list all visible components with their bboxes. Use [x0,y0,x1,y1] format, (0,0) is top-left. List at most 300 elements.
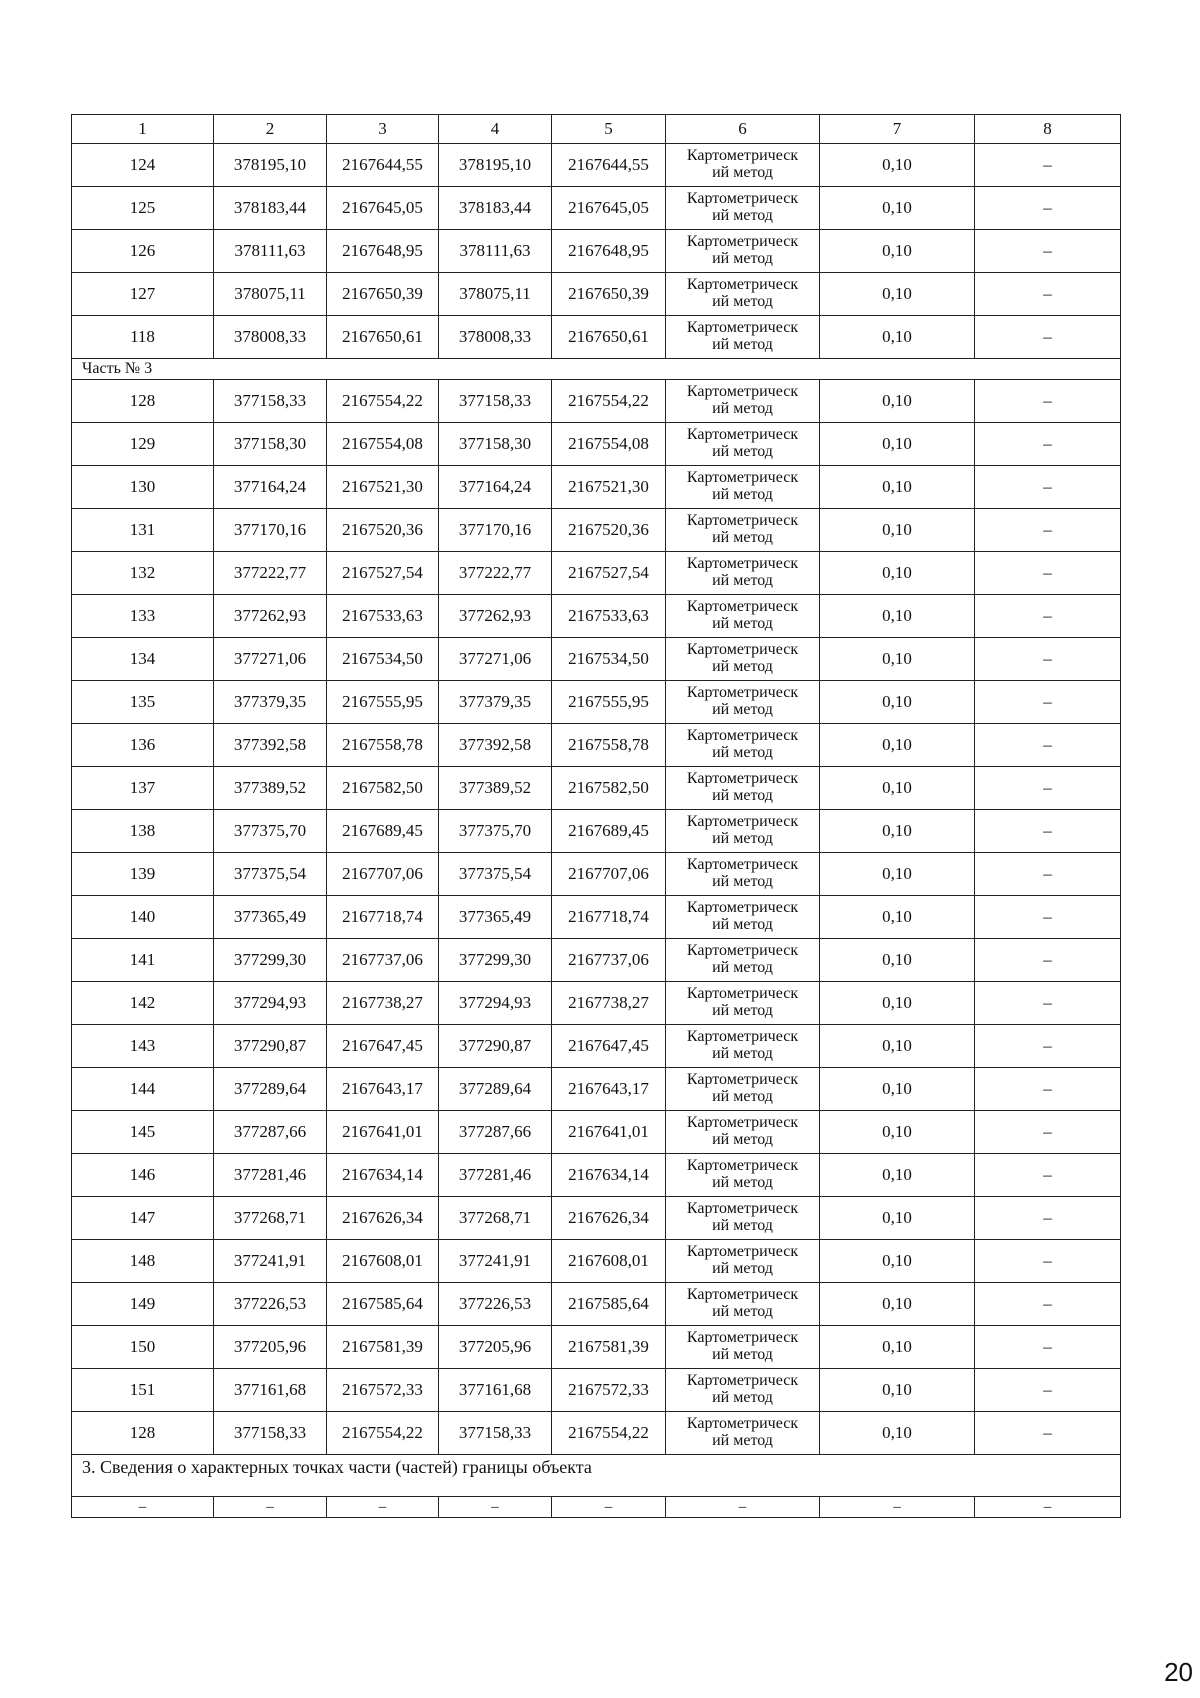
header-cell: 2 [214,115,327,144]
point-number-cell: 129 [72,423,214,466]
y-coord-cell: 2167585,64 [327,1283,439,1326]
note-cell: – [975,1326,1121,1369]
method-line-1: Картометрическ [686,555,799,573]
method-line-2: ий метод [712,830,773,847]
x-coord-cell: 378075,11 [214,273,327,316]
y-coord-cell: 2167738,27 [327,982,439,1025]
note-cell: – [975,896,1121,939]
table-row [72,724,1121,767]
point-number-cell: 131 [72,509,214,552]
note-cell: – [975,316,1121,359]
dash-cell: – [820,1497,975,1518]
x-coord-cell: 377389,52 [214,767,327,810]
method-line-2: ий метод [712,443,773,460]
method-line-1: Картометрическ [686,856,799,874]
x-coord-cell: 377287,66 [214,1111,327,1154]
x-coord-cell: 378111,63 [439,230,552,273]
x-coord-cell: 377392,58 [439,724,552,767]
y-coord-cell: 2167608,01 [327,1240,439,1283]
method-line-1: Картометрическ [686,942,799,960]
method-cell [666,724,820,767]
method-line-2: ий метод [712,1303,773,1320]
y-coord-cell: 2167737,06 [552,939,666,982]
x-coord-cell: 377222,77 [214,552,327,595]
note-cell: – [975,380,1121,423]
x-coord-cell: 377375,54 [214,853,327,896]
table-row [72,144,1121,187]
note-cell: – [975,230,1121,273]
y-coord-cell: 2167648,95 [552,230,666,273]
x-coord-cell: 377268,71 [214,1197,327,1240]
method-cell [666,1068,820,1111]
point-number-cell: 144 [72,1068,214,1111]
method-line-2: ий метод [712,164,773,181]
table-row [72,466,1121,509]
method-line-1: Картометрическ [686,383,799,401]
note-cell: – [975,509,1121,552]
x-coord-cell: 378008,33 [439,316,552,359]
point-number-cell: 137 [72,767,214,810]
accuracy-cell: 0,10 [820,982,975,1025]
x-coord-cell: 377299,30 [439,939,552,982]
table-row [72,423,1121,466]
method-line-2: ий метод [712,658,773,675]
x-coord-cell: 378183,44 [214,187,327,230]
method-line-1: Картометрическ [686,813,799,831]
y-coord-cell: 2167650,39 [327,273,439,316]
method-cell [666,1283,820,1326]
method-line-2: ий метод [712,615,773,632]
note-cell: – [975,595,1121,638]
table-row [72,681,1121,724]
y-coord-cell: 2167533,63 [327,595,439,638]
method-line-2: ий метод [712,293,773,310]
y-coord-cell: 2167626,34 [327,1197,439,1240]
y-coord-cell: 2167585,64 [552,1283,666,1326]
method-line-2: ий метод [712,701,773,718]
x-coord-cell: 377281,46 [439,1154,552,1197]
header-cell: 7 [820,115,975,144]
accuracy-cell: 0,10 [820,595,975,638]
point-number-cell: 134 [72,638,214,681]
x-coord-cell: 377158,33 [439,1412,552,1455]
note-cell: – [975,810,1121,853]
method-line-2: ий метод [712,572,773,589]
note-cell: – [975,767,1121,810]
table-row [72,896,1121,939]
point-number-cell: 149 [72,1283,214,1326]
accuracy-cell: 0,10 [820,230,975,273]
note-cell: – [975,982,1121,1025]
y-coord-cell: 2167634,14 [552,1154,666,1197]
point-number-cell: 127 [72,273,214,316]
method-line-2: ий метод [712,1432,773,1449]
table-row [72,1412,1121,1455]
method-cell [666,1326,820,1369]
method-line-1: Картометрическ [686,1114,799,1132]
method-line-2: ий метод [712,1174,773,1191]
y-coord-cell: 2167534,50 [327,638,439,681]
table-row [72,1197,1121,1240]
method-cell [666,982,820,1025]
accuracy-cell: 0,10 [820,724,975,767]
y-coord-cell: 2167521,30 [327,466,439,509]
accuracy-cell: 0,10 [820,1025,975,1068]
table-row [72,1369,1121,1412]
part-label: Часть № 3 [72,359,1121,380]
point-number-cell: 143 [72,1025,214,1068]
method-line-1: Картометрическ [686,147,799,165]
note-cell: – [975,144,1121,187]
method-line-2: ий метод [712,486,773,503]
y-coord-cell: 2167643,17 [552,1068,666,1111]
coordinates-table [71,114,1121,1518]
method-line-2: ий метод [712,336,773,353]
page-number: 20 [1164,1657,1193,1687]
accuracy-cell: 0,10 [820,1068,975,1111]
method-line-1: Картометрическ [686,1329,799,1347]
point-number-cell: 145 [72,1111,214,1154]
section-title-row [72,1455,1121,1497]
x-coord-cell: 377170,16 [214,509,327,552]
y-coord-cell: 2167645,05 [552,187,666,230]
header-row [72,115,1121,144]
y-coord-cell: 2167738,27 [552,982,666,1025]
note-cell: – [975,187,1121,230]
point-number-cell: 118 [72,316,214,359]
y-coord-cell: 2167533,63 [552,595,666,638]
note-cell: – [975,466,1121,509]
method-cell [666,1111,820,1154]
method-line-2: ий метод [712,1045,773,1062]
accuracy-cell: 0,10 [820,380,975,423]
dash-cell: – [327,1497,439,1518]
y-coord-cell: 2167554,22 [552,1412,666,1455]
note-cell: – [975,681,1121,724]
table-row [72,1240,1121,1283]
x-coord-cell: 377222,77 [439,552,552,595]
method-line-2: ий метод [712,1346,773,1363]
point-number-cell: 148 [72,1240,214,1283]
x-coord-cell: 377375,70 [214,810,327,853]
method-cell [666,896,820,939]
x-coord-cell: 377164,24 [214,466,327,509]
point-number-cell: 136 [72,724,214,767]
x-coord-cell: 377161,68 [214,1369,327,1412]
y-coord-cell: 2167650,61 [327,316,439,359]
method-line-2: ий метод [712,207,773,224]
accuracy-cell: 0,10 [820,552,975,595]
accuracy-cell: 0,10 [820,1369,975,1412]
method-cell [666,595,820,638]
x-coord-cell: 377392,58 [214,724,327,767]
method-cell [666,1412,820,1455]
method-line-1: Картометрическ [686,1415,799,1433]
accuracy-cell: 0,10 [820,187,975,230]
y-coord-cell: 2167707,06 [327,853,439,896]
x-coord-cell: 377290,87 [214,1025,327,1068]
y-coord-cell: 2167718,74 [327,896,439,939]
y-coord-cell: 2167558,78 [552,724,666,767]
x-coord-cell: 377205,96 [439,1326,552,1369]
x-coord-cell: 377289,64 [214,1068,327,1111]
method-cell [666,230,820,273]
point-number-cell: 142 [72,982,214,1025]
method-cell [666,1025,820,1068]
method-line-2: ий метод [712,1217,773,1234]
x-coord-cell: 377294,93 [214,982,327,1025]
x-coord-cell: 377164,24 [439,466,552,509]
method-line-2: ий метод [712,1389,773,1406]
method-line-1: Картометрическ [686,469,799,487]
y-coord-cell: 2167555,95 [552,681,666,724]
table-row [72,810,1121,853]
method-line-2: ий метод [712,873,773,890]
note-cell: – [975,939,1121,982]
method-line-2: ий метод [712,916,773,933]
table-row [72,853,1121,896]
y-coord-cell: 2167718,74 [552,896,666,939]
y-coord-cell: 2167644,55 [327,144,439,187]
header-cell: 5 [552,115,666,144]
y-coord-cell: 2167582,50 [552,767,666,810]
y-coord-cell: 2167644,55 [552,144,666,187]
point-number-cell: 128 [72,380,214,423]
method-line-1: Картометрическ [686,233,799,251]
y-coord-cell: 2167626,34 [552,1197,666,1240]
method-cell [666,144,820,187]
dash-cell: – [666,1497,820,1518]
accuracy-cell: 0,10 [820,1412,975,1455]
y-coord-cell: 2167554,22 [327,380,439,423]
y-coord-cell: 2167527,54 [552,552,666,595]
x-coord-cell: 377170,16 [439,509,552,552]
y-coord-cell: 2167582,50 [327,767,439,810]
x-coord-cell: 378075,11 [439,273,552,316]
note-cell: – [975,552,1121,595]
table-row [72,187,1121,230]
method-line-2: ий метод [712,250,773,267]
method-line-2: ий метод [712,1088,773,1105]
y-coord-cell: 2167689,45 [552,810,666,853]
table-row [72,1283,1121,1326]
table-row [72,982,1121,1025]
y-coord-cell: 2167554,08 [552,423,666,466]
point-number-cell: 132 [72,552,214,595]
note-cell: – [975,1111,1121,1154]
method-line-2: ий метод [712,1002,773,1019]
y-coord-cell: 2167520,36 [552,509,666,552]
method-line-1: Картометрическ [686,598,799,616]
x-coord-cell: 377379,35 [439,681,552,724]
y-coord-cell: 2167554,22 [552,380,666,423]
method-cell [666,638,820,681]
accuracy-cell: 0,10 [820,896,975,939]
y-coord-cell: 2167647,45 [327,1025,439,1068]
method-line-1: Картометрическ [686,276,799,294]
point-number-cell: 135 [72,681,214,724]
x-coord-cell: 377375,54 [439,853,552,896]
method-cell [666,1240,820,1283]
y-coord-cell: 2167707,06 [552,853,666,896]
x-coord-cell: 377365,49 [214,896,327,939]
method-line-1: Картометрическ [686,1028,799,1046]
point-number-cell: 139 [72,853,214,896]
method-line-1: Картометрическ [686,1071,799,1089]
y-coord-cell: 2167581,39 [552,1326,666,1369]
table-row [72,230,1121,273]
method-cell [666,939,820,982]
accuracy-cell: 0,10 [820,1240,975,1283]
accuracy-cell: 0,10 [820,853,975,896]
method-line-1: Картометрическ [686,1243,799,1261]
header-cell: 8 [975,115,1121,144]
method-line-2: ий метод [712,400,773,417]
table-row [72,1154,1121,1197]
y-coord-cell: 2167534,50 [552,638,666,681]
method-line-2: ий метод [712,529,773,546]
method-line-1: Картометрическ [686,727,799,745]
method-line-2: ий метод [712,1131,773,1148]
point-number-cell: 124 [72,144,214,187]
method-cell [666,1369,820,1412]
y-coord-cell: 2167527,54 [327,552,439,595]
y-coord-cell: 2167521,30 [552,466,666,509]
method-cell [666,273,820,316]
note-cell: – [975,1283,1121,1326]
point-number-cell: 128 [72,1412,214,1455]
method-line-1: Картометрическ [686,1372,799,1390]
x-coord-cell: 377287,66 [439,1111,552,1154]
method-line-1: Картометрическ [686,190,799,208]
x-coord-cell: 377158,30 [214,423,327,466]
x-coord-cell: 377226,53 [439,1283,552,1326]
method-cell [666,316,820,359]
note-cell: – [975,1025,1121,1068]
method-line-1: Картометрическ [686,684,799,702]
dash-cell: – [439,1497,552,1518]
method-line-2: ий метод [712,744,773,761]
method-cell [666,1197,820,1240]
method-line-2: ий метод [712,787,773,804]
note-cell: – [975,273,1121,316]
method-line-1: Картометрическ [686,770,799,788]
table-row [72,316,1121,359]
y-coord-cell: 2167650,39 [552,273,666,316]
x-coord-cell: 377205,96 [214,1326,327,1369]
method-cell [666,810,820,853]
method-cell [666,509,820,552]
y-coord-cell: 2167650,61 [552,316,666,359]
accuracy-cell: 0,10 [820,1154,975,1197]
x-coord-cell: 377281,46 [214,1154,327,1197]
empty-dash-row [72,1497,1121,1518]
x-coord-cell: 377241,91 [214,1240,327,1283]
x-coord-cell: 377241,91 [439,1240,552,1283]
method-line-1: Картометрическ [686,1200,799,1218]
x-coord-cell: 377271,06 [214,638,327,681]
note-cell: – [975,638,1121,681]
point-number-cell: 125 [72,187,214,230]
x-coord-cell: 377158,30 [439,423,552,466]
header-cell: 6 [666,115,820,144]
method-line-1: Картометрическ [686,641,799,659]
method-line-1: Картометрическ [686,1286,799,1304]
y-coord-cell: 2167641,01 [552,1111,666,1154]
accuracy-cell: 0,10 [820,1197,975,1240]
method-cell [666,853,820,896]
x-coord-cell: 377289,64 [439,1068,552,1111]
accuracy-cell: 0,10 [820,767,975,810]
table-row [72,638,1121,681]
x-coord-cell: 377262,93 [214,595,327,638]
part-label-row [72,359,1121,380]
x-coord-cell: 377290,87 [439,1025,552,1068]
table-row [72,273,1121,316]
method-cell [666,1154,820,1197]
x-coord-cell: 377379,35 [214,681,327,724]
method-line-1: Картометрическ [686,319,799,337]
header-cell: 1 [72,115,214,144]
x-coord-cell: 377389,52 [439,767,552,810]
x-coord-cell: 377158,33 [214,380,327,423]
note-cell: – [975,853,1121,896]
method-cell [666,423,820,466]
accuracy-cell: 0,10 [820,1283,975,1326]
x-coord-cell: 377158,33 [214,1412,327,1455]
accuracy-cell: 0,10 [820,466,975,509]
method-cell [666,552,820,595]
method-line-1: Картометрическ [686,512,799,530]
header-cell: 4 [439,115,552,144]
method-line-2: ий метод [712,1260,773,1277]
note-cell: – [975,423,1121,466]
note-cell: – [975,1412,1121,1455]
x-coord-cell: 377375,70 [439,810,552,853]
y-coord-cell: 2167558,78 [327,724,439,767]
method-cell [666,767,820,810]
x-coord-cell: 378195,10 [214,144,327,187]
note-cell: – [975,724,1121,767]
note-cell: – [975,1068,1121,1111]
accuracy-cell: 0,10 [820,509,975,552]
table-row [72,939,1121,982]
point-number-cell: 141 [72,939,214,982]
point-number-cell: 150 [72,1326,214,1369]
y-coord-cell: 2167608,01 [552,1240,666,1283]
x-coord-cell: 378111,63 [214,230,327,273]
x-coord-cell: 377299,30 [214,939,327,982]
y-coord-cell: 2167555,95 [327,681,439,724]
x-coord-cell: 378195,10 [439,144,552,187]
accuracy-cell: 0,10 [820,316,975,359]
table-row [72,509,1121,552]
table-row [72,1326,1121,1369]
method-cell [666,380,820,423]
note-cell: – [975,1369,1121,1412]
x-coord-cell: 377268,71 [439,1197,552,1240]
point-number-cell: 138 [72,810,214,853]
method-line-2: ий метод [712,959,773,976]
y-coord-cell: 2167572,33 [327,1369,439,1412]
method-line-1: Картометрическ [686,426,799,444]
x-coord-cell: 377226,53 [214,1283,327,1326]
y-coord-cell: 2167647,45 [552,1025,666,1068]
x-coord-cell: 377294,93 [439,982,552,1025]
note-cell: – [975,1240,1121,1283]
section-title: 3. Сведения о характерных точках части (частей) границы объекта [72,1455,1121,1497]
point-number-cell: 140 [72,896,214,939]
